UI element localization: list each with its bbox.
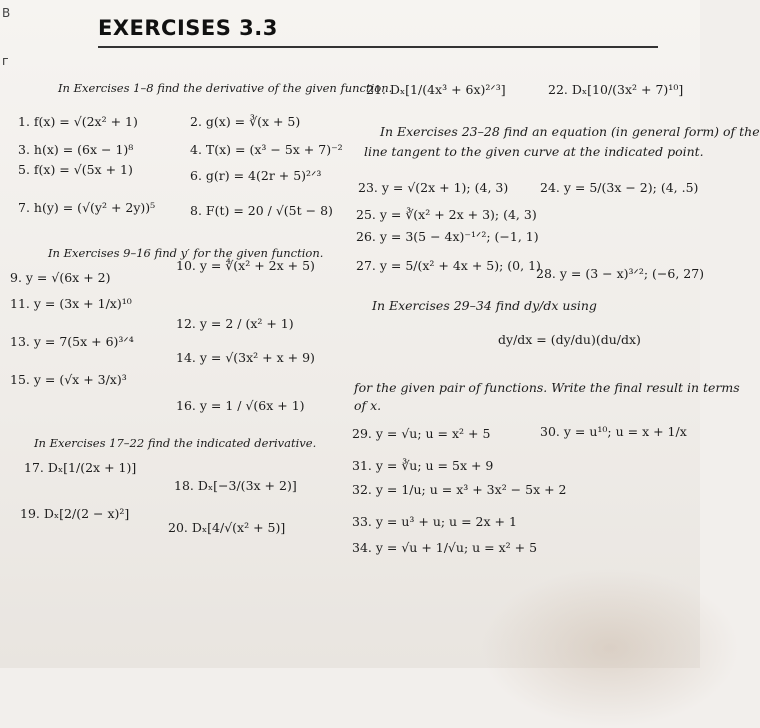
exercise-24: 24. y = 5/(3x − 2); (4, .5) — [540, 180, 699, 195]
instructions-17-22: In Exercises 17–22 find the indicated derivative. — [34, 436, 317, 450]
exercise-5: 5. f(x) = √(5x + 1) — [18, 162, 133, 177]
exercise-23: 23. y = √(2x + 1); (4, 3) — [358, 180, 509, 195]
exercise-2: 2. g(x) = ∛(x + 5) — [190, 114, 301, 129]
exercise-12: 12. y = 2 / (x² + 1) — [176, 316, 294, 331]
exercise-9: 9. y = √(6x + 2) — [10, 270, 111, 285]
instructions-23-28-line1: In Exercises 23–28 find an equation (in general form) of the — [380, 124, 760, 139]
exercise-18: 18. Dₓ[−3/(3x + 2)] — [174, 478, 297, 493]
margin-mark: B — [2, 6, 11, 20]
exercise-15: 15. y = (√x + 3/x)³ — [10, 372, 127, 387]
exercise-25: 25. y = ∛(x² + 2x + 3); (4, 3) — [356, 207, 537, 222]
instructions-29-34-line2: for the given pair of functions. Write the final result in terms — [354, 380, 740, 395]
exercise-32: 32. y = 1/u; u = x³ + 3x² − 5x + 2 — [352, 482, 567, 497]
chain-rule-formula: dy/dx = (dy/du)(du/dx) — [498, 332, 641, 347]
exercise-11: 11. y = (3x + 1/x)¹⁰ — [10, 296, 132, 311]
page-title: EXERCISES 3.3 — [98, 16, 278, 40]
exercise-30: 30. y = u¹⁰; u = x + 1/x — [540, 424, 687, 439]
exercise-17: 17. Dₓ[1/(2x + 1)] — [24, 460, 137, 475]
exercise-34: 34. y = √u + 1/√u; u = x² + 5 — [352, 540, 538, 555]
exercise-16: 16. y = 1 / √(6x + 1) — [176, 398, 305, 413]
exercise-33: 33. y = u³ + u; u = 2x + 1 — [352, 514, 517, 529]
title-rule — [98, 46, 658, 48]
finger-shadow — [480, 568, 740, 728]
exercise-8: 8. F(t) = 20 / √(5t − 8) — [190, 203, 333, 218]
exercise-20: 20. Dₓ[4/√(x² + 5)] — [168, 520, 286, 535]
exercise-4: 4. T(x) = (x³ − 5x + 7)⁻² — [190, 142, 343, 157]
instructions-1-8: In Exercises 1–8 find the derivative of the given function. — [58, 81, 393, 95]
exercise-14: 14. y = √(3x² + x + 9) — [176, 350, 315, 365]
exercise-19: 19. Dₓ[2/(2 − x)²] — [20, 506, 130, 521]
instructions-9-16: In Exercises 9–16 find y′ for the given function. — [48, 246, 324, 260]
exercise-26: 26. y = 3(5 − 4x)⁻¹ᐟ²; (−1, 1) — [356, 229, 539, 244]
instructions-29-34: In Exercises 29–34 find dy/dx using — [372, 298, 597, 313]
exercise-27: 27. y = 5/(x² + 4x + 5); (0, 1) — [356, 258, 541, 273]
exercise-10: 10. y = ∜(x² + 2x + 5) — [176, 258, 315, 273]
exercise-31: 31. y = ∛u; u = 5x + 9 — [352, 458, 494, 473]
exercise-29: 29. y = √u; u = x² + 5 — [352, 426, 491, 441]
exercise-3: 3. h(x) = (6x − 1)⁸ — [18, 142, 134, 157]
exercise-7: 7. h(y) = (√(y² + 2y))⁵ — [18, 200, 156, 215]
instructions-23-28-line2: line tangent to the given curve at the indicated point. — [364, 144, 704, 159]
exercise-13: 13. y = 7(5x + 6)³ᐟ⁴ — [10, 334, 134, 349]
exercise-22: 22. Dₓ[10/(3x² + 7)¹⁰] — [548, 82, 684, 97]
exercise-21: 21. Dₓ[1/(4x³ + 6x)²ᐟ³] — [366, 82, 506, 97]
exercise-6: 6. g(r) = 4(2r + 5)²ᐟ³ — [190, 168, 322, 183]
instructions-29-34-line3: of x. — [354, 398, 382, 413]
exercise-1: 1. f(x) = √(2x² + 1) — [18, 114, 138, 129]
exercise-28: 28. y = (3 − x)³ᐟ²; (−6, 27) — [536, 266, 705, 281]
margin-mark: ᴦ — [2, 54, 9, 68]
